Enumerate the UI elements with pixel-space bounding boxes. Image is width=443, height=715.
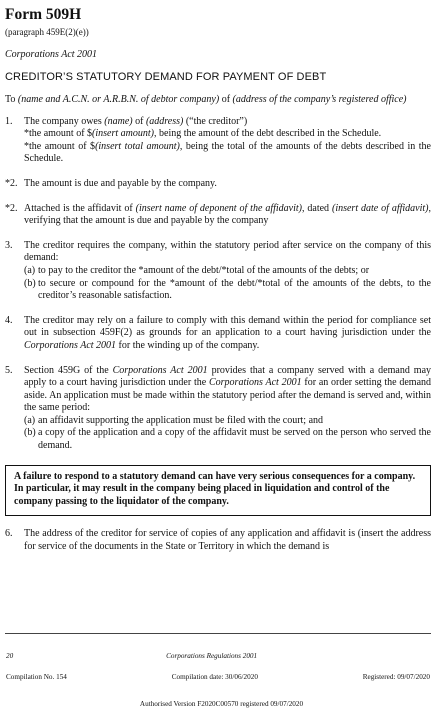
compilation-date: Compilation date: 30/06/2020 [171,673,258,681]
footer-divider [5,633,431,634]
clause-text: Section 459G of the Corporations Act 2001 provides that a company served with a demand may apply to a court having jurisdiction under the Corporations Act 2001 for an order setting the demand aside. An application must be made within the statutory period after the demand is served and, within the same period: [24,364,432,414]
addressee-mid: of [219,94,233,105]
registered-date: Registered: 09/07/2020 [362,673,430,681]
sub-clause: (b) a copy of the application and a copy of the affidavit must be served on the person who served the demand. [24,427,431,452]
footer-top-row [6,652,430,660]
clause-2-option-a [5,178,431,191]
clause-1 [5,116,431,166]
clause-line: *the amount of $(insert total amount), being the total of the amounts of the debts described in the Schedule. [24,140,431,165]
clause-number: 4. [5,314,13,326]
clause-number: 1. [5,115,13,127]
clause-2-option-b [5,203,431,228]
clause-body [24,116,431,166]
clause-number: 3. [5,239,13,251]
addressee-line [5,94,431,107]
act-name: Corporations Act 2001 [5,49,98,60]
form-title: Form 509H [5,6,82,23]
authorised-version: Authorised Version F2020C00570 registered 09/07/2020 [139,700,304,708]
clause-3 [5,240,431,303]
sub-clause: (b) to secure or compound for the *amount of the debt/*total of the amounts of the debts, to the creditor’s reasonable satisfaction. [24,277,431,302]
clause-line: The company owes (name) of (address) (“the creditor”) [24,115,248,127]
footer-bottom-row [6,673,430,681]
compilation-number: Compilation No. 154 [6,673,67,681]
clause-body: The amount is due and payable by the company. [24,177,217,189]
addressee-prefix: To [5,94,18,105]
sub-clause: (a) an affidavit supporting the application must be filed with the court; and [24,414,324,426]
clause-number: *2. [5,202,18,214]
clause-4 [5,315,431,353]
addressee-address-placeholder: (address of the company’s registered office) [232,94,407,105]
document-heading: CREDITOR’S STATUTORY DEMAND FOR PAYMENT OF DEBT [5,71,327,83]
form-paragraph-ref: (paragraph 459E(2)(e)) [5,27,89,37]
clause-body [24,365,431,453]
clause-text: The creditor requires the company, within the statutory period after service on the company of this demand: [24,239,431,264]
clause-number: *2. [5,177,18,189]
clause-line: *the amount of $(insert amount), being the amount of the debt described in the Schedule. [24,128,382,140]
clause-number: 6. [5,528,13,540]
clause-5 [5,365,431,453]
clause-body [24,240,431,303]
document-page [5,6,431,553]
regulations-title: Corporations Regulations 2001 [166,652,258,660]
page-number: 20 [6,652,14,660]
sub-clause: (a) to pay to the creditor the *amount of the debt/*total of the amounts of the debts; or [24,264,370,276]
clause-body: The creditor may rely on a failure to comply with this demand within the period for compliance set out in subsection 459F(2) as grounds for an application to a court having jurisdiction under the Corporations Act 2001 for the winding up of the company. [24,314,431,351]
warning-box: A failure to respond to a statutory demand can have very serious consequences for a company. In particular, it may result in the company being placed in liquidation and control of the company passing to the liquidator of the company. [5,465,431,516]
addressee-name-placeholder: (name and A.C.N. or A.R.B.N. of debtor company) [17,94,220,105]
clause-number: 5. [5,364,13,376]
clause-body: The address of the creditor for service of copies of any application and affidavit is (insert the address for service of the documents in the State or Territory in which the demand is [24,528,431,552]
clause-6 [5,528,431,553]
clause-body: Attached is the affidavit of (insert name of deponent of the affidavit), dated (insert date of affidavit), verifying that the amount is due and payable by the company [24,202,432,227]
